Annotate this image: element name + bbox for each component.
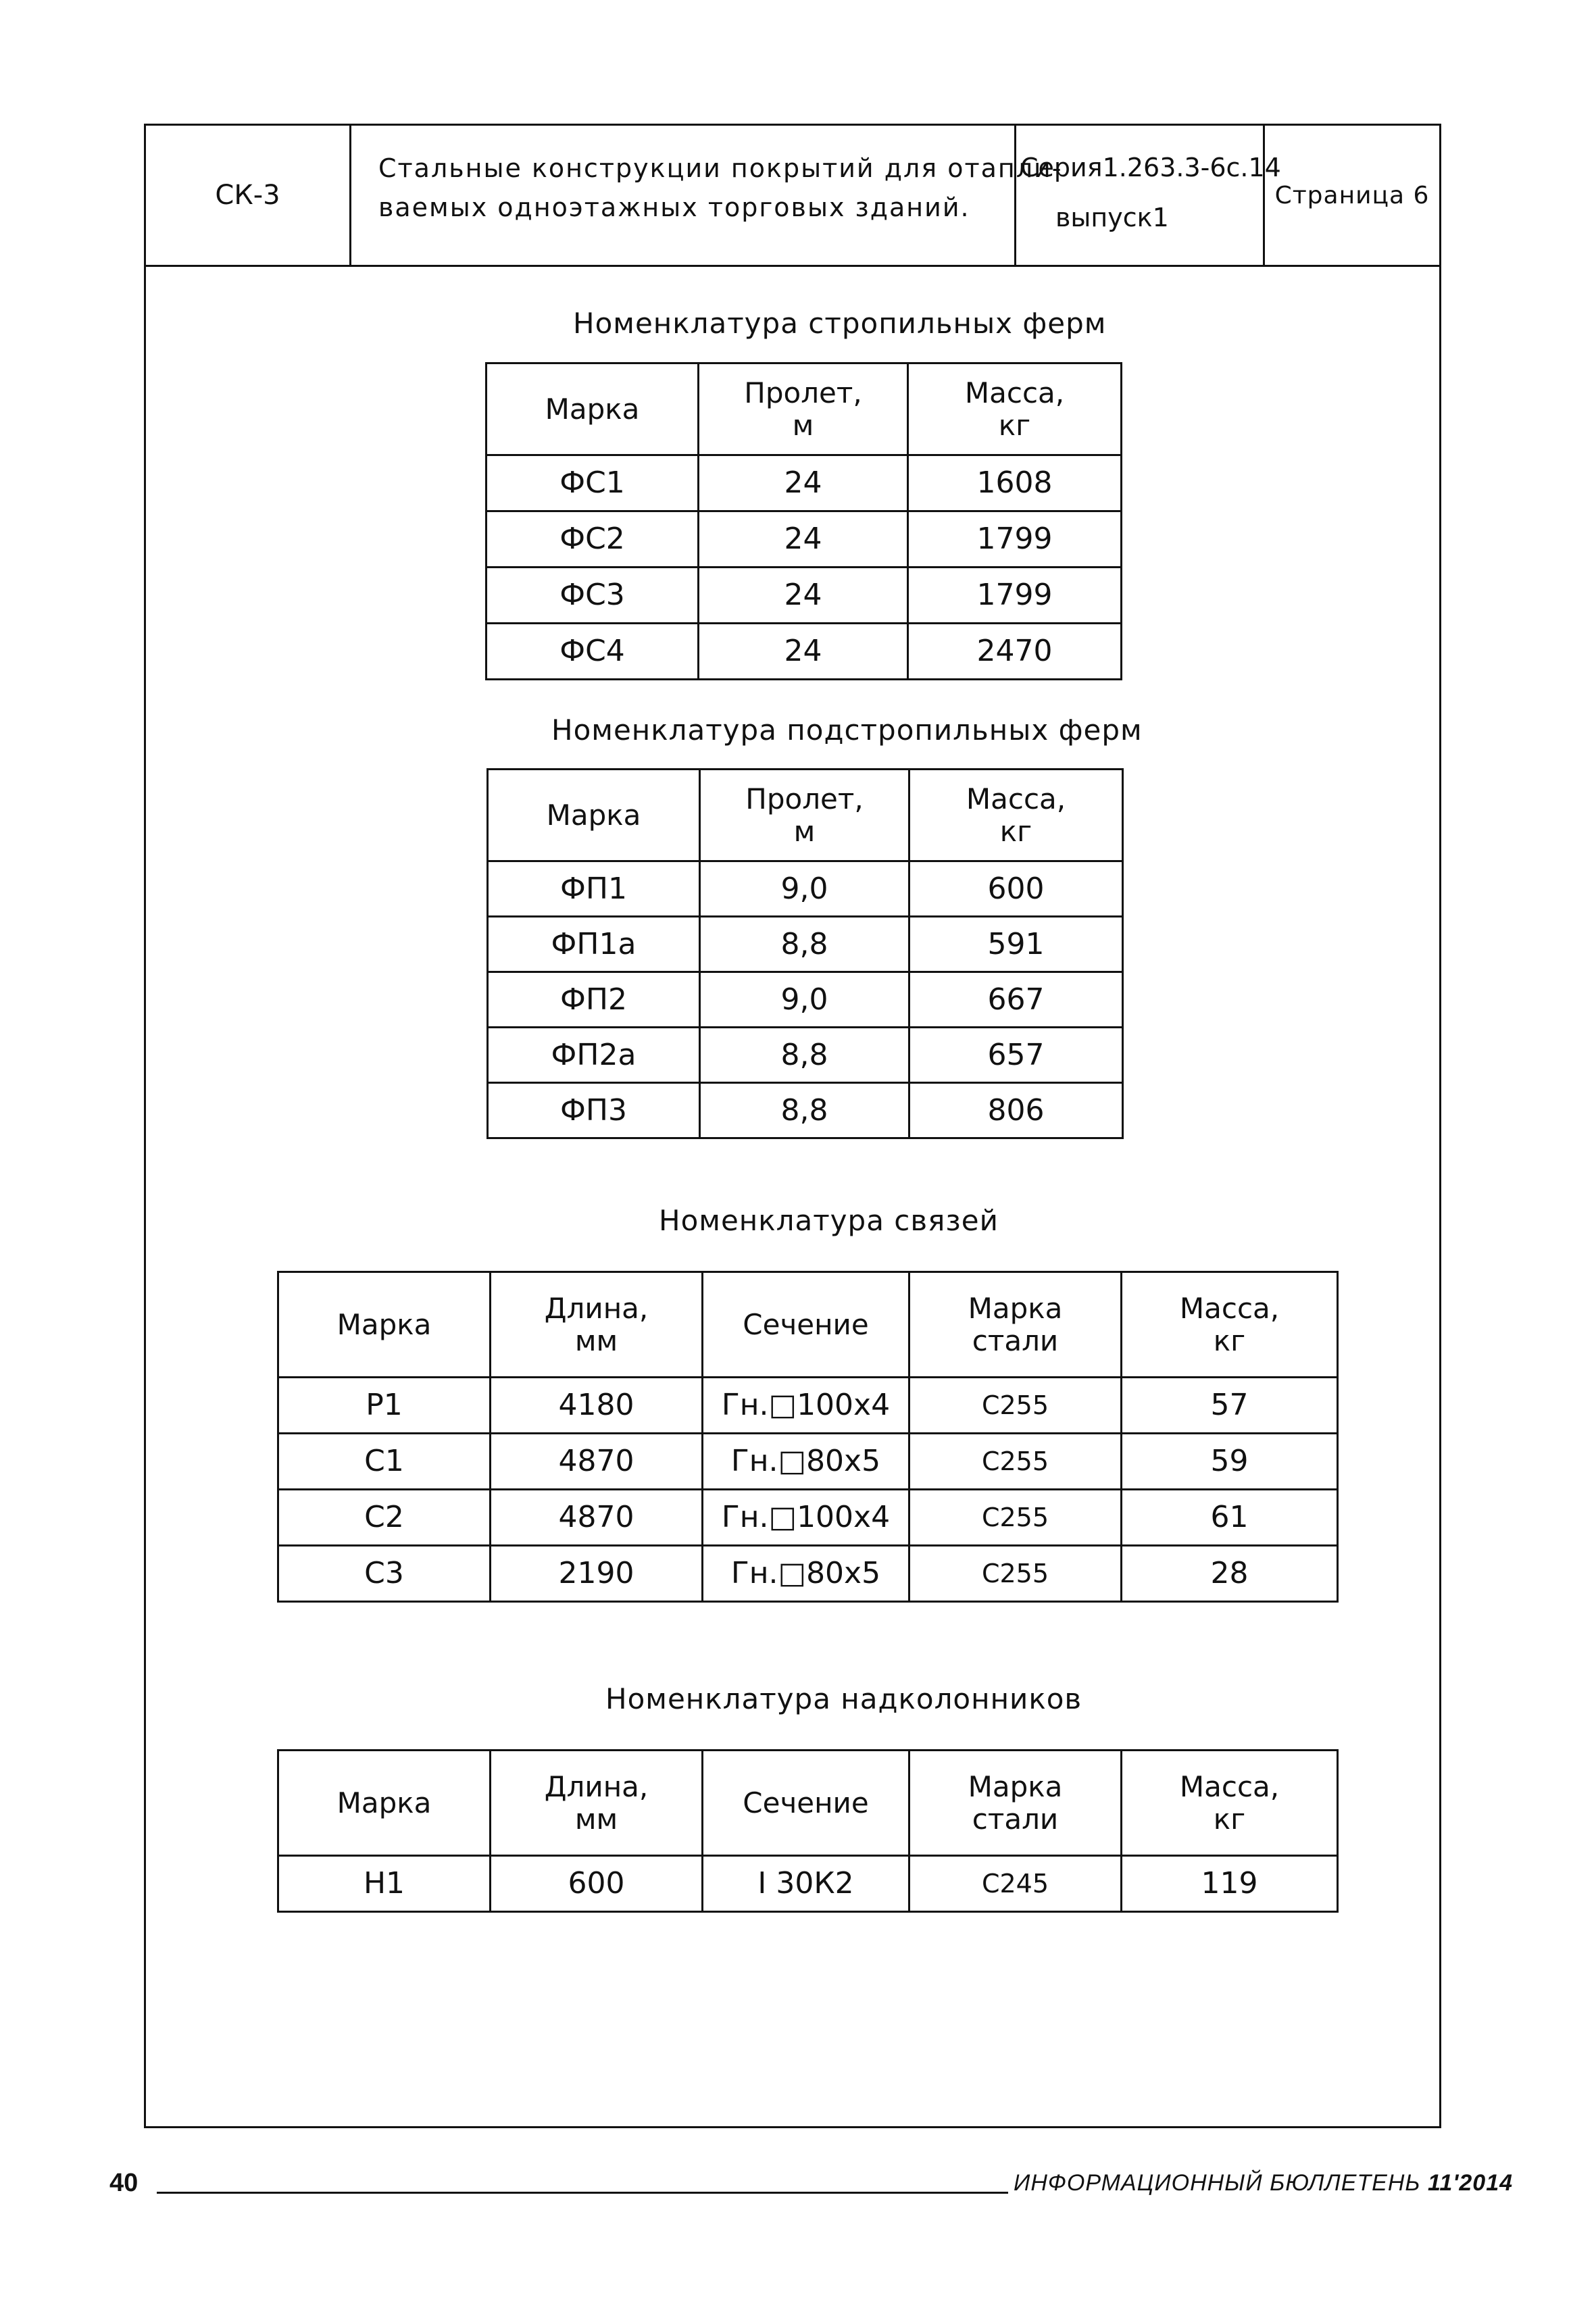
column-header: Сечение — [703, 1272, 909, 1378]
column-header: Марка — [278, 1272, 491, 1378]
column-header: Масса, кг — [908, 363, 1122, 455]
table-cell: 806 — [909, 1083, 1123, 1138]
table-cell: ФП1а — [488, 917, 700, 972]
column-header: Марка стали — [909, 1272, 1122, 1378]
table-cell: 1799 — [908, 568, 1122, 624]
table-cell: 24 — [699, 568, 908, 624]
table-cell: С255 — [909, 1378, 1122, 1434]
table-cell: ФП3 — [488, 1083, 700, 1138]
bulletin-name — [1014, 2170, 1513, 2196]
column-header: Сечение — [703, 1751, 909, 1856]
table-cell: С1 — [278, 1434, 491, 1490]
table-cell: 1608 — [908, 455, 1122, 511]
table-cell: 8,8 — [700, 917, 909, 972]
table-row — [487, 624, 1122, 680]
page-label: Страница 6 — [1274, 181, 1430, 209]
table-cell: 119 — [1122, 1856, 1338, 1912]
table-row — [278, 1856, 1338, 1912]
table-cell: ФС2 — [487, 511, 699, 568]
column-header: Марка — [487, 363, 699, 455]
table-row — [487, 455, 1122, 511]
table-row — [488, 972, 1123, 1028]
table-bracing-nomenclature — [277, 1271, 1339, 1603]
table-cell: 57 — [1122, 1378, 1338, 1434]
table-cell: Гн.□100х4 — [703, 1490, 909, 1546]
table4-caption: Номенклатура надколонников — [605, 1682, 1082, 1715]
table-subtruss-nomenclature — [487, 768, 1124, 1139]
table-header-row — [278, 1751, 1338, 1856]
table-cell: С3 — [278, 1546, 491, 1602]
table-cell: 24 — [699, 511, 908, 568]
table-cell: Гн.□80х5 — [703, 1434, 909, 1490]
document-title — [351, 126, 1063, 265]
table-row — [488, 1083, 1123, 1138]
table-cell: 4180 — [491, 1378, 703, 1434]
column-header: Пролет, м — [699, 363, 908, 455]
series-number: Серия1.263.3-6с.14 — [1020, 153, 1281, 182]
column-header: Масса, кг — [1122, 1272, 1338, 1378]
table-cell: 24 — [699, 624, 908, 680]
table-cell: С245 — [909, 1856, 1122, 1912]
table-cell: 24 — [699, 455, 908, 511]
table-row — [487, 568, 1122, 624]
table-row — [278, 1378, 1338, 1434]
bulletin-issue: 11'2014 — [1428, 2170, 1514, 2196]
table-cell: Н1 — [278, 1856, 491, 1912]
column-header: Марка стали — [909, 1751, 1122, 1856]
table-cell: ФП2 — [488, 972, 700, 1028]
table-cell: 59 — [1122, 1434, 1338, 1490]
table-row — [278, 1434, 1338, 1490]
document-title-line1: Стальные конструкции покрытий для отапли- — [378, 153, 1063, 183]
table-cell: 600 — [491, 1856, 703, 1912]
table-row — [278, 1490, 1338, 1546]
table-cell: Гн.□100х4 — [703, 1378, 909, 1434]
table-cell: С255 — [909, 1434, 1122, 1490]
page-number: 40 — [109, 2169, 139, 2197]
series-cell — [1016, 126, 1281, 265]
table3-caption: Номенклатура связей — [659, 1204, 999, 1237]
column-header: Пролет, м — [700, 770, 909, 861]
table-cell: 2470 — [908, 624, 1122, 680]
issue-number: выпуск1 — [1055, 203, 1169, 232]
table-cell: I 30К2 — [703, 1856, 909, 1912]
table-cell: ФП2а — [488, 1028, 700, 1083]
table-cell: ФС4 — [487, 624, 699, 680]
table-cell: 4870 — [491, 1490, 703, 1546]
table2-caption: Номенклатура подстропильных ферм — [551, 713, 1143, 747]
table-cell: С255 — [909, 1546, 1122, 1602]
table-cell: 9,0 — [700, 861, 909, 917]
table-cell: 61 — [1122, 1490, 1338, 1546]
column-header: Марка — [278, 1751, 491, 1856]
table-cell: С2 — [278, 1490, 491, 1546]
table-cell: Р1 — [278, 1378, 491, 1434]
table-cell: 591 — [909, 917, 1123, 972]
table-column-cap-nomenclature — [277, 1749, 1339, 1913]
table-cell: 1799 — [908, 511, 1122, 568]
table-row — [278, 1546, 1338, 1602]
column-header: Марка — [488, 770, 700, 861]
bulletin-title: ИНФОРМАЦИОННЫЙ БЮЛЛЕТЕНЬ — [1014, 2170, 1421, 2196]
table-cell: ФС3 — [487, 568, 699, 624]
table-cell: ФС1 — [487, 455, 699, 511]
footer-rule — [157, 2192, 1008, 2194]
table-header-row — [488, 770, 1123, 861]
column-header: Масса, кг — [909, 770, 1123, 861]
table-cell: 4870 — [491, 1434, 703, 1490]
table-cell: 8,8 — [700, 1083, 909, 1138]
table-cell: 28 — [1122, 1546, 1338, 1602]
table-cell: 667 — [909, 972, 1123, 1028]
table-cell: Гн.□80х5 — [703, 1546, 909, 1602]
column-header: Длина, мм — [491, 1751, 703, 1856]
table-row — [488, 861, 1123, 917]
table-header-row — [487, 363, 1122, 455]
table-cell: 657 — [909, 1028, 1123, 1083]
document-code: СК-3 — [146, 126, 351, 265]
table-cell: С255 — [909, 1490, 1122, 1546]
table-cell: 600 — [909, 861, 1123, 917]
table-row — [488, 917, 1123, 972]
table-cell: 9,0 — [700, 972, 909, 1028]
table-cell: 8,8 — [700, 1028, 909, 1083]
table-row — [488, 1028, 1123, 1083]
table-header-row — [278, 1272, 1338, 1378]
table-cell: 2190 — [491, 1546, 703, 1602]
table-cell: ФП1 — [488, 861, 700, 917]
column-header: Масса, кг — [1122, 1751, 1338, 1856]
document-title-line2: ваемых одноэтажных торговых зданий. — [378, 193, 970, 222]
table-row — [487, 511, 1122, 568]
table-truss-nomenclature — [485, 362, 1122, 680]
table1-caption: Номенклатура стропильных ферм — [573, 307, 1107, 340]
title-block — [146, 126, 1439, 267]
column-header: Длина, мм — [491, 1272, 703, 1378]
